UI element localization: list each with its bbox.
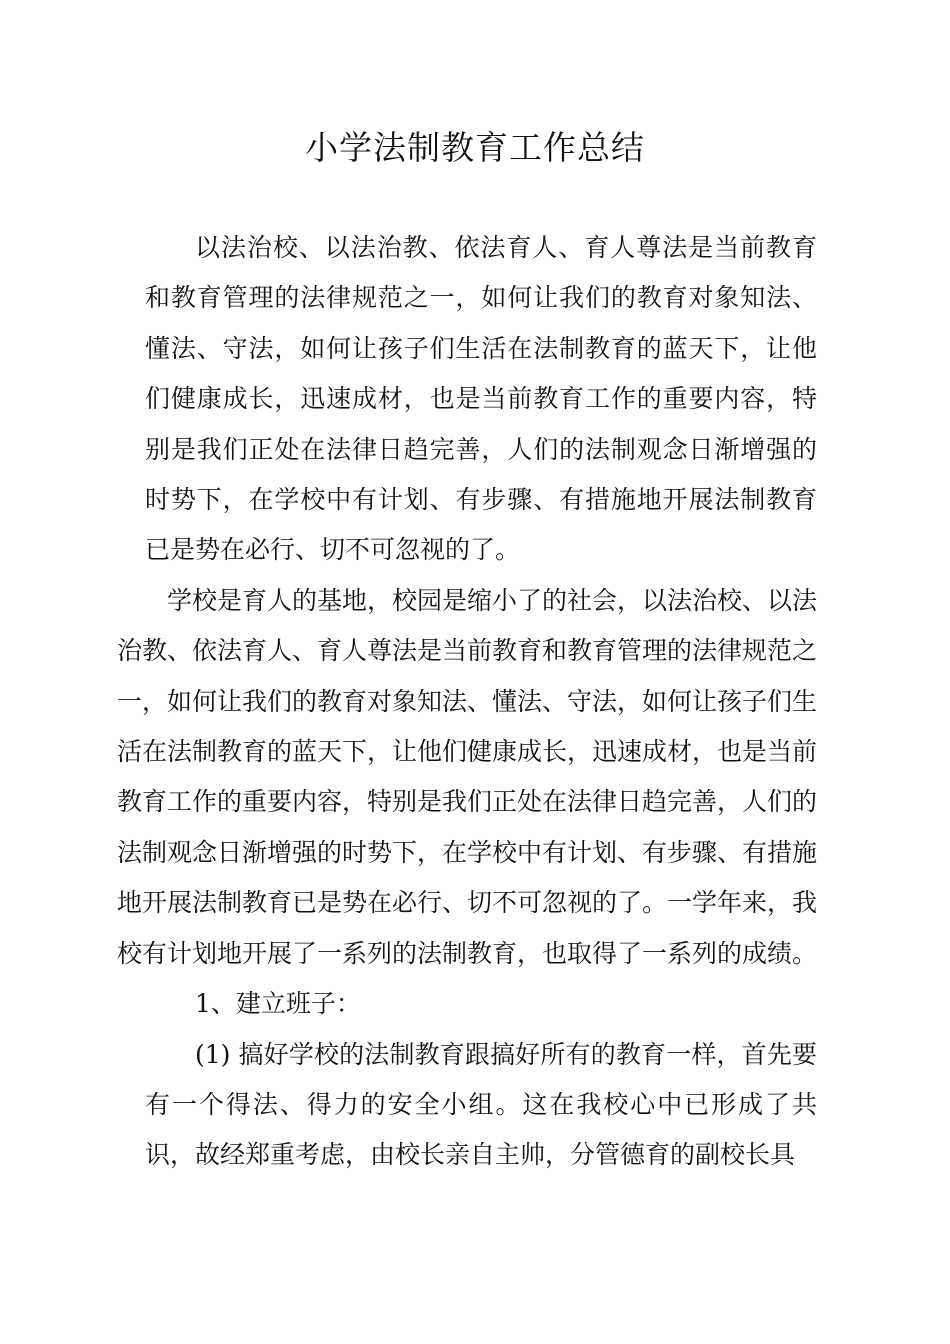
paragraph-school-base: 学校是育人的基地，校园是缩小了的社会，以法治校、以法治教、依法育人、育人尊法是当前教育和教育管理的法律规范之一，如何让我们的教育对象知法、懂法、守法，如何让孩子们生活在法制教育的蓝天下，让他们健康成长，迅速成材，也是当前教育工作的重要内容，特别是我们正处在法律日趋完善，人们的法制观念日渐增强的时势下，在学校中有计划、有步骤、有措施地开展法制教育已是势在必行、切不可忽视的了。一学年来，我校有计划地开展了一系列的法制教育，也取得了一系列的成绩。 xyxy=(117,585,818,968)
document-title: 小学法制教育工作总结 xyxy=(305,128,645,167)
paragraph-intro: 以法治校、以法治教、依法育人、育人尊法是当前教育和教育管理的法律规范之一，如何让我们的教育对象知法、懂法、守法，如何让孩子们生活在法制教育的蓝天下，让他们健康成长，迅速成材，也是当前教育工作的重要内容，特别是我们正处在法律日趋完善，人们的法制观念日渐增强的时势下，在学校中有计划、有步骤、有措施地开展法制教育已是势在必行、切不可忽视的了。 xyxy=(145,233,817,565)
document-body xyxy=(117,223,818,1181)
paragraph-item-1: (1) 搞好学校的法制教育跟搞好所有的教育一样，首先要有一个得法、得力的安全小组。这在我校心中已形成了共识，故经郑重考虑，由校长亲自主帅，分管德育的副校长具 xyxy=(145,1039,817,1170)
section-heading-build-team: 1、建立班子： xyxy=(195,989,361,1019)
